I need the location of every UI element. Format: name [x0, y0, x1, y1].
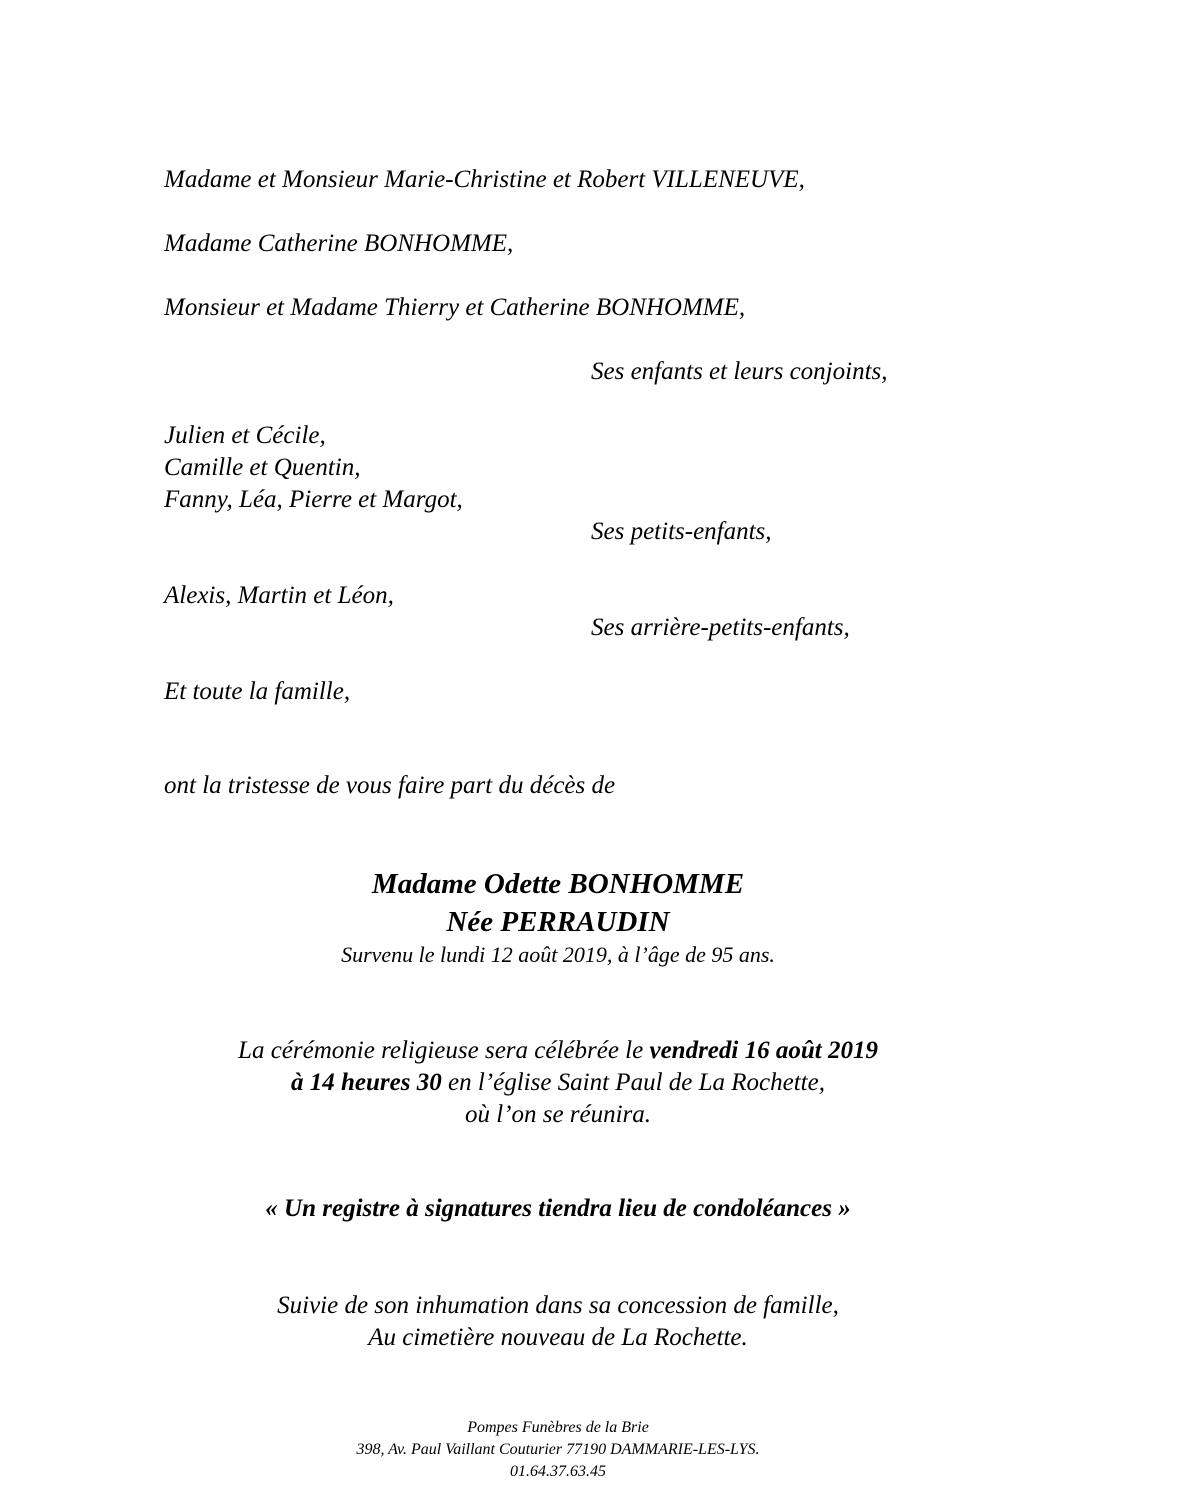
children-label: Ses enfants et leurs conjoints,	[591, 358, 888, 385]
ceremony-line-3: où l’on se réunira.	[464, 1101, 652, 1128]
family-line-thierry: Monsieur et Madame Thierry et Catherine BONHOMME,	[164, 294, 746, 321]
ceremony-date: vendredi 16 août 2019	[649, 1037, 878, 1064]
grandchild-line: Julien et Cécile,	[164, 422, 326, 449]
whole-family-line: Et toute la famille,	[164, 678, 351, 705]
ceremony-line-1	[0, 1035, 1116, 1067]
footer-address: 398, Av. Paul Vaillant Couturier 77190 DAMMARIE-LES-LYS.	[356, 1441, 760, 1458]
footer-company: Pompes Funèbres de la Brie	[467, 1419, 649, 1436]
family-line-villeneuve: Madame et Monsieur Marie-Christine et Robert VILLENEUVE,	[164, 166, 805, 193]
grandchild-line: Camille et Quentin,	[164, 454, 361, 481]
deceased-date-line: Survenu le lundi 12 août 2019, à l’âge de 95 ans.	[341, 942, 775, 967]
deceased-maiden-name: Née PERRAUDIN	[446, 906, 670, 938]
ceremony-place: en l’église Saint Paul de La Rochette,	[441, 1069, 825, 1096]
burial-line-1: Suivie de son inhumation dans sa concession de famille,	[277, 1292, 839, 1319]
deceased-name: Madame Odette BONHOMME	[371, 868, 745, 900]
ceremony-text: La cérémonie religieuse sera célébrée le	[238, 1037, 650, 1064]
great-grandchildren-line: Alexis, Martin et Léon,	[164, 582, 394, 609]
great-grandchildren-label: Ses arrière-petits-enfants,	[591, 614, 850, 641]
footer-phone: 01.64.37.63.45	[510, 1463, 606, 1480]
ceremony-time: à 14 heures 30	[291, 1069, 442, 1096]
announcement-line: ont la tristesse de vous faire part du décès de	[164, 772, 616, 799]
burial-line-2: Au cimetière nouveau de La Rochette.	[368, 1324, 748, 1351]
registry-line: « Un registre à signatures tiendra lieu de condoléances »	[265, 1195, 851, 1222]
ceremony-line-2	[0, 1067, 1116, 1099]
family-line-catherine: Madame Catherine BONHOMME,	[164, 230, 514, 257]
grandchild-line: Fanny, Léa, Pierre et Margot,	[164, 486, 463, 513]
grandchildren-label: Ses petits-enfants,	[591, 518, 772, 545]
